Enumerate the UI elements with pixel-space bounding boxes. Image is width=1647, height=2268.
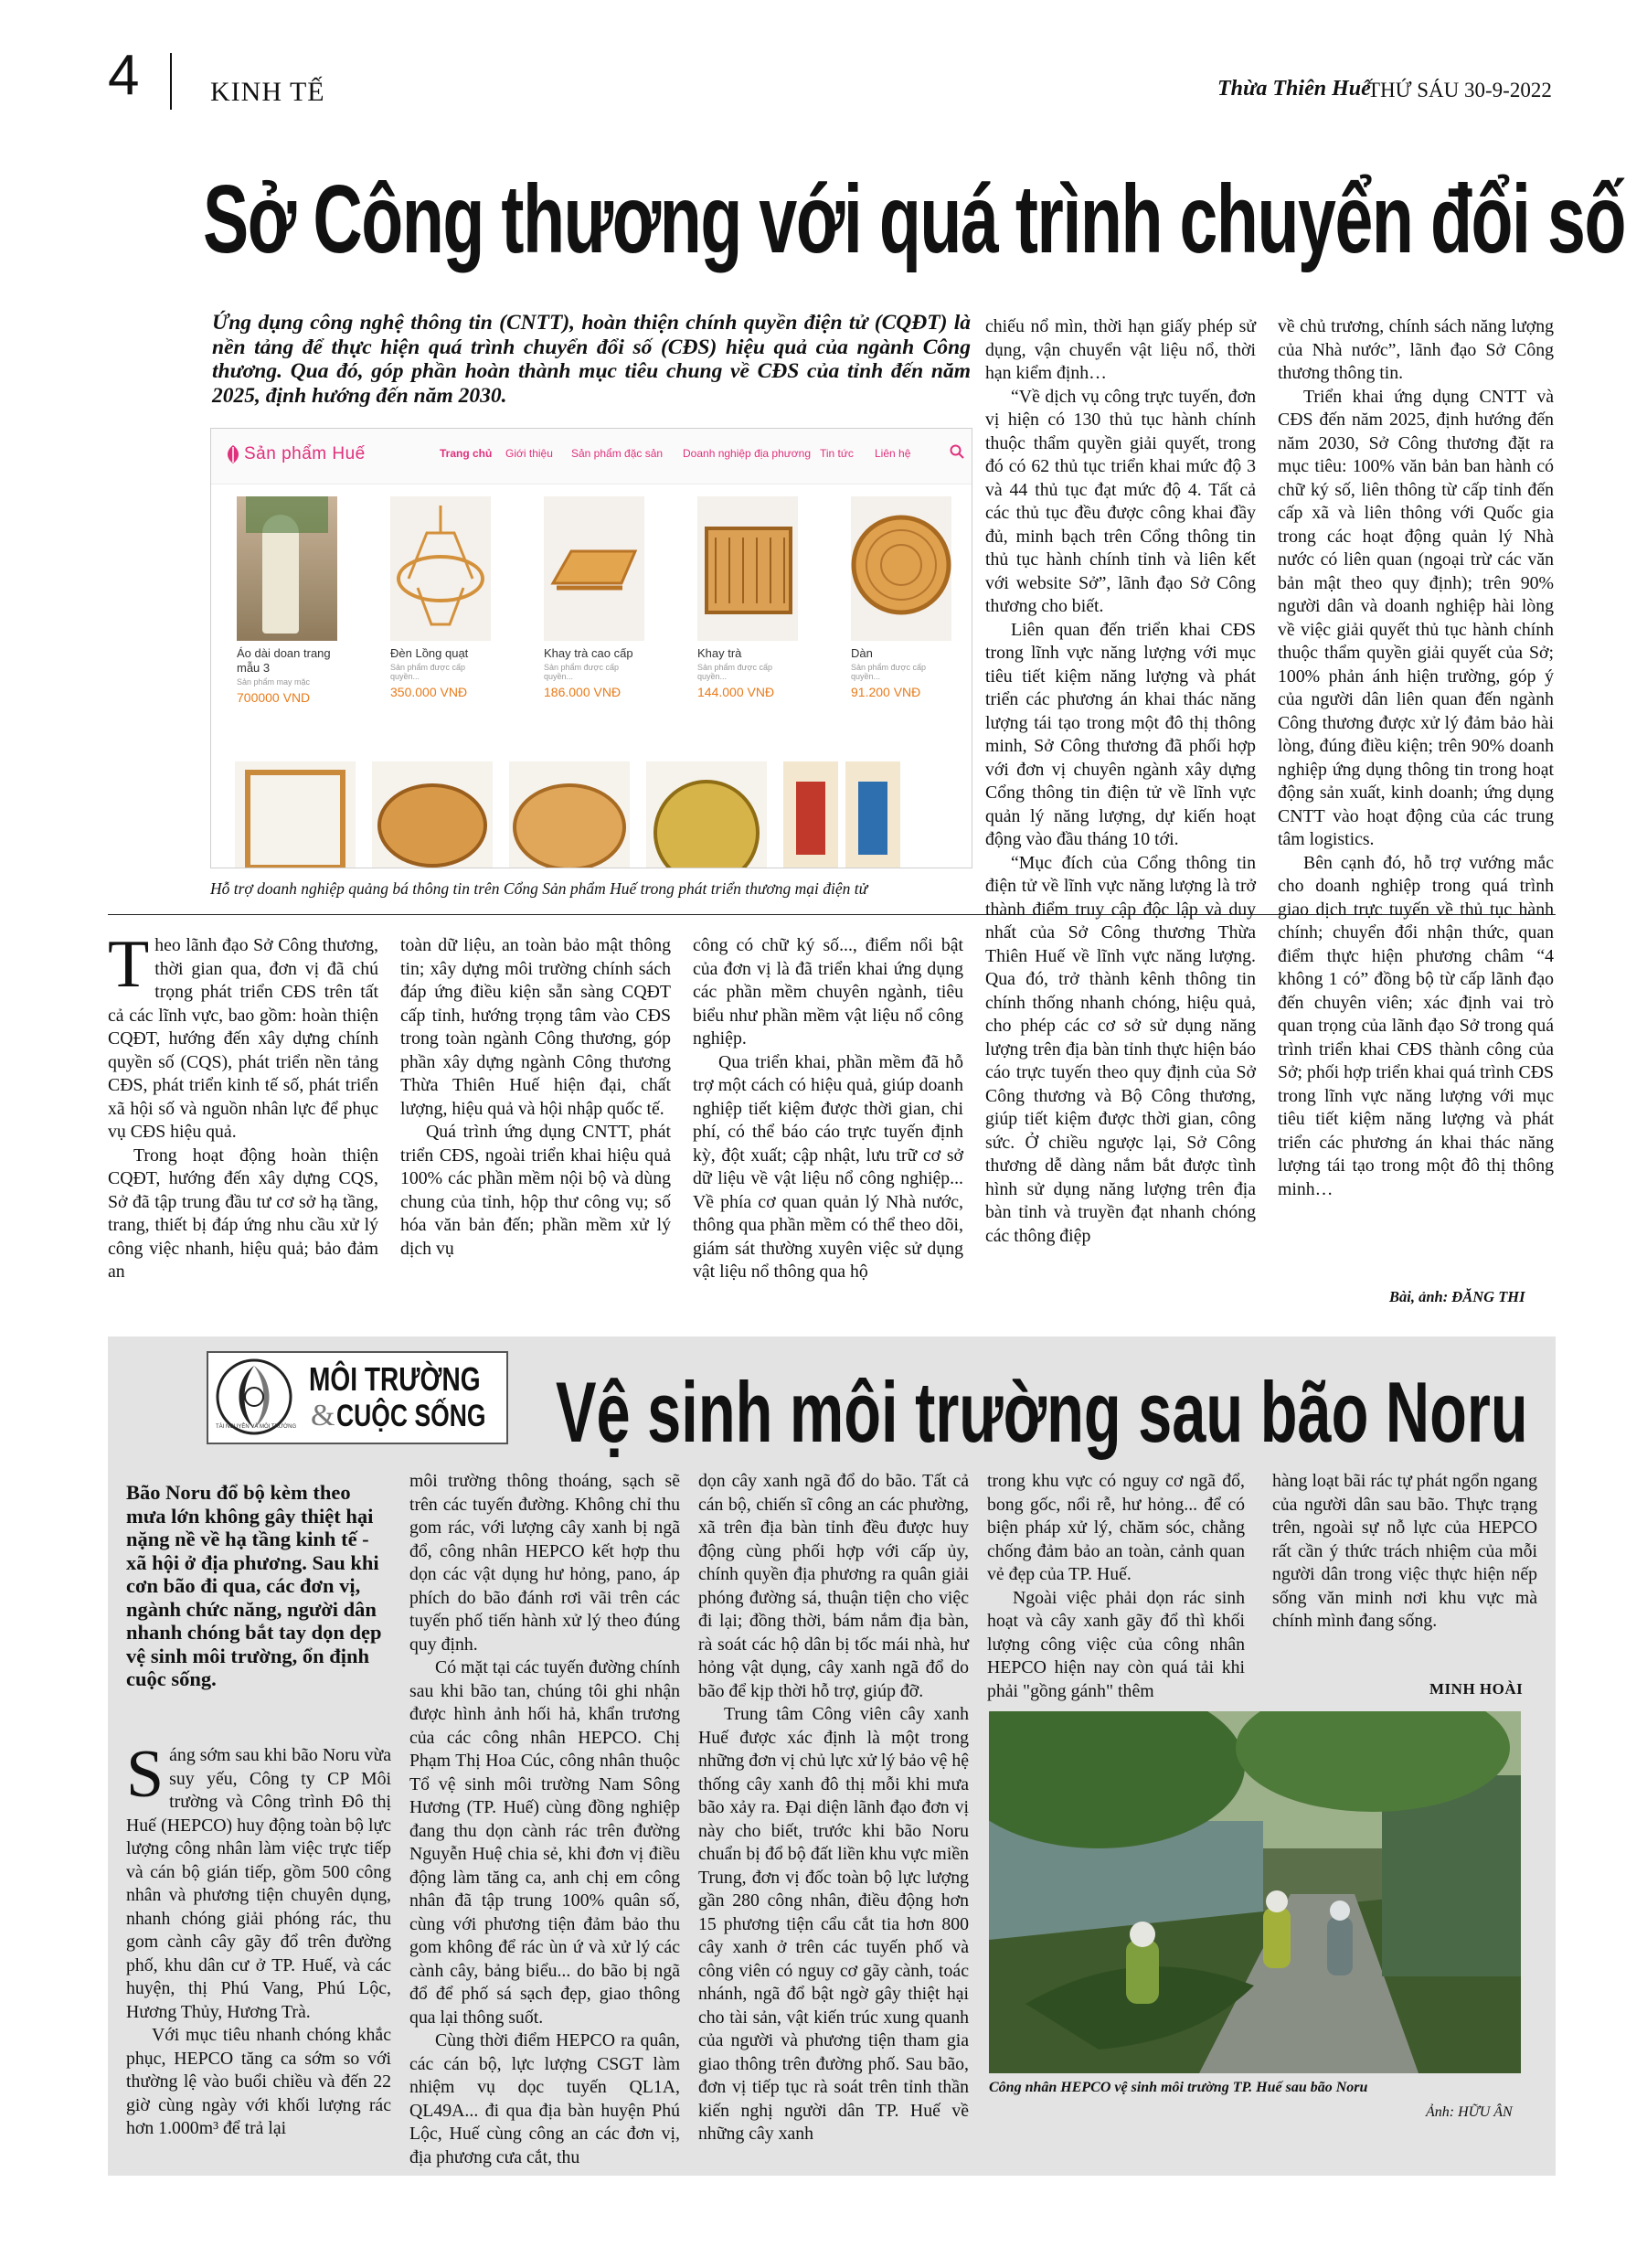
nav-item-news[interactable]: Tin tức <box>820 447 854 460</box>
article2-column-1 <box>126 1737 391 2141</box>
article1-paragraph: về chủ trương, chính sách năng lượng của Nhà nước”, lãnh đạo Sở Công thương thông tin. <box>1278 316 1554 383</box>
article1-dropcap: T <box>108 927 150 1002</box>
article2-paragraph: dọn cây xanh ngã đổ do bão. Tất cả cán bộ, chiến sĩ công an các phường, xã trên địa bàn tỉnh đều được huy động cùng phối hợp với cấp ủy, chính quyền địa phương ra quân giải phóng đường sá, thuận tiện cho việc đi lại; đồng thời, bám nắm địa bàn, rà soát các hộ dân bị tốc mái nhà, hư hỏng vật dụng, cây xanh ngã đổ do bão để kịp thời hỗ trợ, giúp đỡ. <box>698 1471 969 1701</box>
product-image <box>697 496 798 641</box>
article1-paragraph: Bên cạnh đó, hỗ trợ vướng mắc cho doanh nghiệp trong quá trình giao dịch trực tuyến về thủ tục hành chính; chuyển đổi nhận thức, quan điểm thực hiện phương châm “4 không 1 có” đồng bộ từ cấp lãnh đạo đến chuyên viên; xác định vai trò quan trọng của lãnh đạo Sở trong quá trình triển khai CĐS thành công của Sở; phối hợp triển khai quá trình CĐS trong lĩnh vực năng lượng với mục tiêu tiết kiệm năng lượng và phát triển các phương án khai thác năng lượng tái tạo trong một đô thị thông minh… <box>1278 852 1554 1199</box>
article1-column-2 <box>400 934 671 1261</box>
product-price: 186.000 VNĐ <box>544 685 622 699</box>
article1-paragraph: Liên quan đến triển khai CĐS trong lĩnh vực năng lượng với mục tiêu tiết kiệm năng lượng và phát triển các phương án khai thác năng lượng tái tạo trong một đô thị thông minh, Sở Công thương đã phối hợp với đơn vị chuyên ngành xây dựng Cổng thông tin điện tử về lĩnh vực quản lý năng lượng, dự kiến hoạt động vào đầu tháng 10 tới. <box>985 619 1256 849</box>
article1-paragraph: Quá trình ứng dụng CNTT, phát triển CĐS, ngoài triển khai hiệu quả 100% các phần mềm nội bộ và dùng chung của tỉnh, hộp thư công vụ; số hóa văn bản đến; phần mềm xử lý dịch vụ <box>400 1122 671 1259</box>
product-price: 144.000 VNĐ <box>697 685 775 699</box>
product-card[interactable] <box>851 496 951 699</box>
product-name: Áo dài doan trang mẫu 3 <box>237 646 331 675</box>
product-price: 350.000 VNĐ <box>390 685 468 699</box>
nav-item-local-business[interactable]: Doanh nghiệp địa phương <box>683 447 812 460</box>
article2-byline: MINH HOÀI <box>1429 1680 1524 1698</box>
article2-headline: Vệ sinh môi trường sau bão Noru <box>556 1364 1528 1460</box>
newspaper-name: Thừa Thiên Huế <box>1217 77 1371 101</box>
product-price: 700000 VND <box>237 690 311 705</box>
article2-paragraph: Với mục tiêu nhanh chóng khắc phục, HEPCO tăng ca sớm so với thường lệ vào buổi chiều và đến 22 giờ cùng ngày với khối lượng rác hơn 1.000m³ để trả lại <box>126 2025 391 2138</box>
article2-photo-credit: Ảnh: HỮU ÂN <box>1426 2104 1513 2120</box>
article2-photo-caption: Công nhân HEPCO vệ sinh môi trường TP. Huế sau bão Noru <box>989 2080 1368 2095</box>
article1-paragraph: “Về dịch vụ công trực tuyến, đơn vị hiện có 130 thủ tục hành chính thuộc thẩm quyền giải quyết, trong đó có 62 thủ tục triển khai mức độ 3 và 44 thủ tục đạt mức độ 4. Tất cả các thủ tục đều được công khai đầy đủ, minh bạch trên Cổng thông tin thủ tục hành chính tỉnh và liên kết với website Sở”, lãnh đạo Sở Công thương cho biết. <box>985 386 1256 616</box>
article1-column-3 <box>693 934 963 1284</box>
article1-image-caption: Hỗ trợ doanh nghiệp quảng bá thông tin trên Cổng Sản phẩm Huế trong phát triển thương mại điện tử <box>210 879 868 898</box>
product-image <box>237 496 337 641</box>
article2-paragraph: Cùng thời điểm HEPCO ra quân, các cán bộ, lực lượng CSGT làm nhiệm vụ dọc tuyến QL1A, QL49A... đi qua địa bàn huyện Phú Lộc, Huế cùng công an các đơn vị, địa phương cưa cắt, thu <box>409 2030 680 2167</box>
article2-column-5 <box>1272 1470 1537 1634</box>
article2-column-4 <box>987 1470 1245 1703</box>
product-name: Đèn Lồng quạt <box>390 646 469 660</box>
product-card[interactable] <box>237 496 337 705</box>
section-ampersand: & <box>311 1399 335 1432</box>
article2-column-3 <box>698 1470 969 2146</box>
product-card[interactable] <box>544 496 644 699</box>
seal-text: TÀI NGUYÊN VÀ MÔI TRƯỜNG <box>216 1424 297 1430</box>
article1-paragraph: “Mục đích của Cổng thông tin điện tử về lĩnh vực năng lượng là trở thành điểm truy cập độc lập và duy nhất của Sở Công thương Thừa Thiên Huế về lĩnh vực năng lượng. Qua đó, trở thành kênh thông tin chính thống nhanh chóng, hiệu quả, cho phép các cơ sở sử dụng năng lượng trên địa bàn tỉnh thực hiện báo cáo trực tuyến theo quy định của Sở Công thương và Bộ Công thương, giúp tiết kiệm được thời gian, công sức. Ở chiều ngược lại, Sở Công thương dễ dàng nắm bắt được tình hình sử dụng năng lượng trên địa bàn tỉnh và truyền đạt nhanh chóng các thông điệp <box>985 852 1256 1246</box>
product-image <box>390 496 491 641</box>
article2-paragraph: hàng loạt bãi rác tự phát ngổn ngang của người dân sau bão. Thực trạng trên, ngoài sự nỗ lực của HEPCO rất cần ý thức trách nhiệm của mỗi người dân trong việc thực hiện nếp sống văn minh nơi khu vực mà chính mình đang sống. <box>1272 1471 1537 1631</box>
nav-item-specialties[interactable]: Sản phẩm đặc sản <box>571 447 664 460</box>
leaf-logo-icon <box>224 443 242 470</box>
page-number: 4 <box>108 44 140 107</box>
product-card[interactable] <box>697 496 798 699</box>
product-category: Sản phẩm may mặc <box>237 677 311 687</box>
section-logo <box>207 1351 508 1444</box>
product-name: Khay trà <box>697 646 742 660</box>
product-image <box>851 496 951 641</box>
article1-paragraph: chiếu nổ mìn, thời hạn giấy phép sử dụng, vận chuyển vật liệu nổ, thời hạn kiểm định… <box>985 316 1256 383</box>
article2-paragraph: trong khu vực có nguy cơ ngã đổ, bong gốc, nổi rễ, hư hỏng... để có biện pháp xử lý, chăm sóc, chằng chống đảm bảo an toàn, cảnh quan vẻ đẹp của TP. Huế. <box>987 1471 1245 1584</box>
article1-column-1 <box>108 927 378 1284</box>
article2-lead: Bão Noru đổ bộ kèm theo mưa lớn không gây thiệt hại nặng nề về hạ tầng kinh tế - xã hội ở địa phương. Sau khi cơn bão đi qua, các đơn vị, ngành chức năng, người dân nhanh chóng bắt tay dọn dẹp vệ sinh môi trường, ổn định cuộc sống. <box>126 1481 382 1690</box>
section-name-line2: CUỘC SỐNG <box>336 1399 486 1433</box>
product-card[interactable] <box>390 496 491 699</box>
article1-headline: Sở Công thương với quá trình chuyển đổi số <box>203 165 1626 273</box>
article1-paragraph: Triển khai ứng dụng CNTT và CĐS đến năm 2025, định hướng đến năm 2030, Sở Công thương đặt ra mục tiêu: 100% văn bản ban hành có chữ ký số, liên thông từ cấp tỉnh đến cấp xã và liên thông với Quốc gia trong các hoạt động quản lý Nhà nước có liên quan (ngoại trừ các văn bản mật theo quy định); trên 90% người dân và doanh nghiệp hài lòng về việc giải quyết thủ tục hành chính thuộc thẩm quyền giải quyết của Sở; 100% phản ánh hiện trường, góp ý của người dân liên quan đến ngành Công thương được xử lý đảm bảo hài lòng, đúng điều kiện; trên 90% doanh nghiệp ứng dụng thông tin trong hoạt động sản xuất, kinh doanh; ứng dụng CNTT vào hoạt động của các trung tâm logistics. <box>1278 386 1554 849</box>
article1-paragraph: heo lãnh đạo Sở Công thương, thời gian qua, đơn vị đã chú trọng phát triển CĐS trên tất cả các lĩnh vực, bao gồm: hoàn thiện CQĐT, hướng đến xây dựng chính quyền số (CQS), phát triển nền tảng CĐS, phát triển kinh tế số, phát triển xã hội số và nguồn nhân lực để phục vụ CĐS hiệu quả. <box>108 935 378 1142</box>
product-name: Khay trà cao cấp <box>544 646 633 660</box>
article1-column-4 <box>985 315 1256 1248</box>
article2-paragraph: môi trường thông thoáng, sạch sẽ trên các tuyến đường. Không chỉ thu gom rác, với lượng cây xanh bị ngã đổ, công nhân HEPCO kết hợp thu dọn các vật dụng hư hỏng, pano, áp phích do bão đánh rơi vãi trên các tuyến phố tiến hành xử lý theo đúng quy định. <box>409 1471 680 1655</box>
section-name-line1: MÔI TRƯỜNG <box>309 1360 481 1398</box>
article1-lead: Ứng dụng công nghệ thông tin (CNTT), hoàn thiện chính quyền điện tử (CQĐT) là nền tảng để thực hiện quá trình chuyển đổi số (CĐS) hiệu quả của ngành Công thương. Qua đó, góp phần hoàn thành mục tiêu chung về CĐS của tỉnh đến năm 2025, định hướng đến năm 2030. <box>212 311 971 408</box>
article1-paragraph: công có chữ ký số..., điểm nổi bật của đơn vị là đã triển khai ứng dụng các phần mềm chuyên ngành, tiêu biểu như phần mềm vật liệu nổ công nghiệp. <box>693 935 963 1049</box>
website-screenshot <box>210 428 972 868</box>
website-logo[interactable]: Sản phẩm Huế <box>244 444 366 463</box>
article2-dropcap: S <box>126 1737 165 1812</box>
product-category: Sản phẩm được cấp quyền... <box>390 663 465 681</box>
product-category: Sản phẩm được cấp quyền... <box>851 663 926 681</box>
product-name: Dàn <box>851 646 873 660</box>
section-title: KINH TẾ <box>210 77 325 107</box>
header-divider <box>170 53 172 110</box>
nav-item-about[interactable]: Giới thiệu <box>505 447 553 460</box>
article1-paragraph: Qua triển khai, phần mềm đã hỗ trợ một cách có hiệu quả, giúp doanh nghiệp tiết kiệm được thời gian, chi phí, có thể báo cáo trực tuyến định kỳ, đột xuất; cập nhật, lưu trữ cơ sở dữ liệu về vật liệu nổ công nghiệp... Về phía cơ quan quản lý Nhà nước, thông qua phần mềm có thể theo dõi, giám sát thường xuyên việc sử dụng vật liệu nổ thông qua hộ <box>693 1051 963 1282</box>
article1-paragraph: toàn dữ liệu, an toàn bảo mật thông tin; xây dựng môi trường chính sách đáp ứng điều kiện sẵn sàng CQĐT cấp tỉnh, hướng trọng tâm vào CĐS trong toàn ngành Công thương, góp phần xây dựng ngành Công thương Thừa Thiên Huế hiện đại, chất lượng, hiệu quả và hội nhập quốc tế. <box>400 935 671 1119</box>
product-category: Sản phẩm được cấp quyền... <box>697 663 772 681</box>
search-icon[interactable] <box>950 444 964 463</box>
nav-item-contact[interactable]: Liên hệ <box>875 447 911 460</box>
article2-paragraph: Có mặt tại các tuyến đường chính sau khi bão tan, chúng tôi ghi nhận được hình ảnh hối hả, khẩn trương của các công nhân HEPCO. Chị Phạm Thị Hoa Cúc, công nhân thuộc Tổ vệ sinh môi trường Nam Sông Hương (TP. Huế) cùng đồng nghiệp đang thu dọn cành rác trên đường Nguyễn Huệ chia sẻ, khi đơn vị điều động làm tăng ca, anh chị em công nhân đã tập trung 100% quân số, cùng với phương tiện đảm bảo thu gom không để rác ùn ứ và xử lý các cành cây, bảng biểu... do bão bị ngã đổ để phố sá sạch đẹp, giao thông qua lại thông suốt. <box>409 1657 680 2028</box>
issue-date: THỨ SÁU 30-9-2022 <box>1367 79 1552 101</box>
article2-paragraph: Trung tâm Công viên cây xanh Huế được xác định là một trong những đơn vị chủ lực xử lý bảo vệ hệ thống cây xanh đô thị mỗi khi mưa bão xảy ra. Đại diện lãnh đạo đơn vị này cho biết, trước khi bão Noru chuẩn bị đổ bộ đất liền khu vực miền Trung, đơn vị đốc toàn bộ lực lượng gần 280 công nhân, điều động hơn 15 phương tiện cẩu cắt tia hơn 800 cây xanh ở trên các tuyến phố và công viên có nguy cơ gãy cành, toác nhánh, ngã đổ bật ngờ gây thiệt hại cho tài sản, vật kiến trúc xung quanh của người và phương tiện tham gia giao thông trên đường phố. Sau bão, đơn vị tiếp tục rà soát trên tỉnh thần kiến nghị người dân TP. Huế về những cây xanh <box>698 1704 969 2144</box>
article1-column-5 <box>1278 315 1554 1201</box>
article2-paragraph: áng sớm sau khi bão Noru vừa suy yếu, Công ty CP Môi trường và Công trình Đô thị Huế (HEPCO) huy động toàn bộ lực lượng công nhân làm việc trực tiếp và cán bộ gián tiếp, gồm 500 công nhân và phương tiện chuyên dụng, nhanh chóng giải phóng rác, thu gom cành cây gãy đổ trên đường phố, khu dân cư ở TP. Huế, và các huyện, thị Phú Vang, Phú Lộc, Hương Thủy, Hương Trà. <box>126 1745 391 2022</box>
product-row-2 <box>228 754 959 868</box>
product-category: Sản phẩm được cấp quyền... <box>544 663 619 681</box>
nav-item-home[interactable]: Trang chủ <box>440 447 493 460</box>
product-image <box>544 496 644 641</box>
article2-column-2 <box>409 1470 680 2169</box>
cleanup-photo <box>989 1711 1521 2073</box>
product-price: 91.200 VNĐ <box>851 685 921 699</box>
article1-byline: Bài, ảnh: ĐĂNG THI <box>1389 1288 1525 1305</box>
article1-paragraph: Trong hoạt động hoàn thiện CQĐT, hướng đến xây dựng CQS, Sở đã tập trung đầu tư cơ sở hạ tầng, trang, thiết bị đáp ứng nhu cầu xử lý công việc nhanh, hiệu quả; bảo đảm an <box>108 1145 378 1282</box>
website-navbar <box>211 429 972 484</box>
article2-paragraph: Ngoài việc phải dọn rác sinh hoạt và cây xanh gãy đổ thì khối lượng công việc của công nhân HEPCO hiện nay còn quá tải khi phải "gồng gánh" thêm <box>987 1587 1245 1701</box>
